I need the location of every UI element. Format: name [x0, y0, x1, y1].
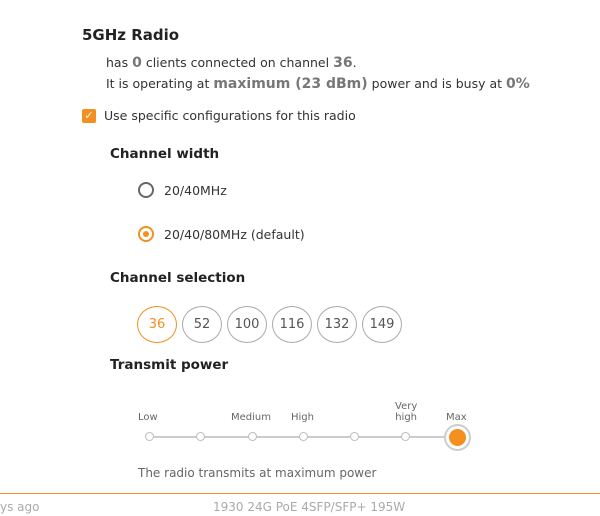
status-text: . [352, 55, 357, 70]
slider-knob-fill [449, 429, 466, 446]
channel-button-149[interactable]: 149 [362, 306, 402, 343]
channel-button-116[interactable]: 116 [272, 306, 312, 343]
power-step-5[interactable] [350, 432, 359, 441]
footer-divider [0, 493, 600, 494]
power-step-4[interactable] [299, 432, 308, 441]
channel-button-36[interactable]: 36 [137, 306, 177, 343]
power-step-6[interactable] [401, 432, 410, 441]
radio-selected-icon[interactable] [138, 226, 154, 242]
radio-unselected-icon[interactable] [138, 182, 154, 198]
power-label-low: Low [138, 412, 158, 423]
client-count: 0 [132, 55, 142, 71]
status-text: clients connected on channel [145, 55, 330, 70]
channel-button-132[interactable]: 132 [317, 306, 357, 343]
radio-title: 5GHz Radio [82, 26, 180, 44]
power-slider-knob[interactable] [444, 424, 471, 451]
channel-button-52[interactable]: 52 [182, 306, 222, 343]
power-step-3[interactable] [248, 432, 257, 441]
status-text: power and is busy at [371, 76, 503, 91]
power-value: maximum (23 dBm) [213, 76, 368, 92]
status-text: has [106, 55, 129, 70]
footer-device-model: 1930 24G PoE 4SFP/SFP+ 195W [213, 500, 406, 514]
checkbox-checked-icon[interactable]: ✓ [82, 109, 96, 123]
channel-button-100[interactable]: 100 [227, 306, 267, 343]
busy-value: 0% [506, 76, 530, 92]
power-status-line [106, 76, 530, 92]
clients-status-line [106, 55, 357, 71]
channel-selection-heading: Channel selection [110, 270, 246, 286]
radio-label: 20/40/80MHz (default) [164, 226, 305, 242]
power-label-high: High [291, 412, 314, 423]
status-text: It is operating at [106, 76, 210, 91]
radio-label: 20/40MHz [164, 182, 227, 198]
transmit-power-heading: Transmit power [110, 357, 229, 373]
channel-number: 36 [333, 55, 353, 71]
power-help-text: The radio transmits at maximum power [138, 466, 377, 480]
power-label-max: Max [446, 412, 467, 423]
channel-width-option-20-40-80[interactable] [138, 226, 305, 242]
channel-width-option-20-40[interactable] [138, 182, 227, 198]
power-label-very-high [395, 401, 417, 423]
footer-timestamp: ys ago [0, 500, 40, 514]
checkbox-label: Use specific configurations for this radio [104, 108, 356, 123]
power-label-very: Very [395, 401, 418, 412]
power-label-high-2: high [395, 412, 418, 423]
channel-width-heading: Channel width [110, 146, 220, 162]
power-step-2[interactable] [196, 432, 205, 441]
channel-selector [137, 306, 407, 343]
power-step-1[interactable] [145, 432, 154, 441]
specific-config-checkbox-row[interactable] [82, 108, 356, 123]
power-label-medium: Medium [231, 412, 271, 423]
